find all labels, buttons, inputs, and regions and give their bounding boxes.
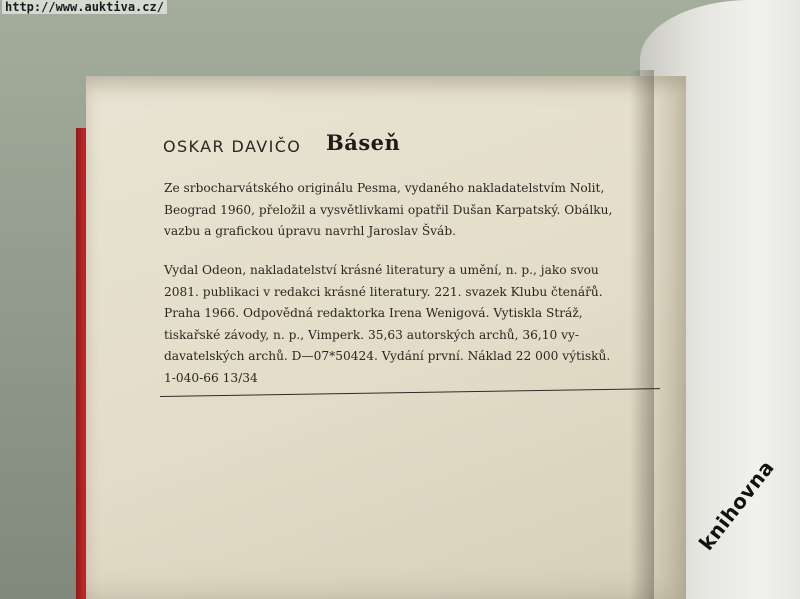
imprint-note xyxy=(164,260,610,389)
book-author: OSKAR DAVIČO xyxy=(163,137,302,156)
translation-line: Ze srbocharvátského originálu Pesma, vydaného nakladatelstvím Nolit, xyxy=(164,181,605,195)
imprint-line: 2081. publikaci v redakci krásné literatury. 221. svazek Klubu čtenářů. xyxy=(164,284,603,299)
translation-note xyxy=(164,178,612,243)
page-gutter-shadow xyxy=(630,70,654,599)
imprint-line: davatelských archů. D—07*50424. Vydání první. Náklad 22 000 výtisků. xyxy=(164,349,611,363)
imprint-line: 1-040-66 13/34 xyxy=(164,370,258,385)
watermark-url: http://www.auktiva.cz/ xyxy=(2,0,167,14)
book-title: Báseň xyxy=(326,130,401,155)
translation-line: Beograd 1960, přeložil a vysvětlivkami opatřil Dušan Karpatský. Obálku, xyxy=(164,202,613,217)
imprint-line: tiskařské závody, n. p., Vimperk. 35,63 autorských archů, 36,10 vy- xyxy=(164,327,580,342)
watermark-stamp: knihovna xyxy=(694,455,779,555)
imprint-line: Vydal Odeon, nakladatelství krásné literatury a umění, n. p., jako svou xyxy=(164,263,599,277)
imprint-line: Praha 1966. Odpovědná redaktorka Irena Wenigová. Vytiskla Stráž, xyxy=(164,306,583,320)
translation-line: vazbu a grafickou úpravu navrhl Jaroslav Šváb. xyxy=(164,224,457,238)
